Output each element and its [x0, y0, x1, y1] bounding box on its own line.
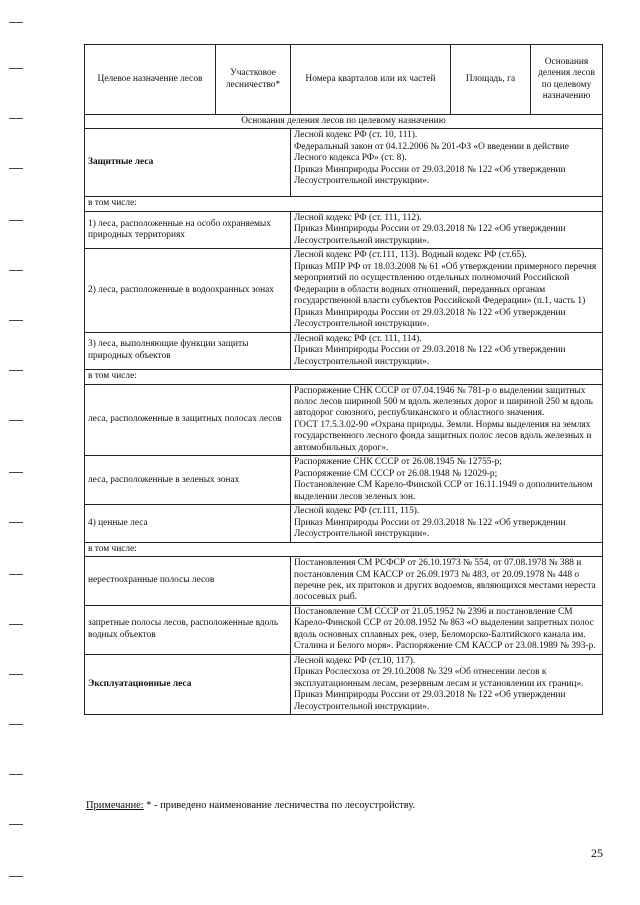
basis-line: Лесной кодекс РФ (ст. 111, 112).	[294, 212, 422, 223]
basis-line: Распоряжение СНК СССР от 26.08.1945 № 12755-р;	[294, 457, 502, 468]
margin-tick	[9, 270, 23, 271]
table-row	[85, 557, 603, 606]
margin-tick	[9, 370, 23, 371]
forest-purpose-table	[84, 44, 603, 715]
table-row	[85, 249, 603, 332]
margin-tick	[9, 624, 23, 625]
row-basis	[291, 557, 603, 606]
basis-line: Приказ Минприроды России от 29.03.2018 № 122 «Об утверждении Лесоустроительной инструкции».	[294, 224, 566, 246]
basis-line: Лесной кодекс РФ (ст.111, 115).	[294, 506, 420, 517]
margin-tick	[9, 68, 23, 69]
row-basis	[291, 129, 603, 197]
section-title: Основания деления лесов по целевому назначению	[85, 115, 603, 129]
margin-tick	[9, 674, 23, 675]
row-basis	[291, 332, 603, 369]
row-name: запретные полосы лесов, расположенные вдоль водных объектов	[85, 605, 291, 654]
margin-tick	[9, 168, 23, 169]
basis-line: Лесной кодекс РФ (ст.10, 117).	[294, 655, 416, 666]
basis-line: Приказ Минприроды России от 29.03.2018 № 122 «Об утверждении Лесоустроительной инструкции».	[294, 517, 566, 540]
row-name: 4) ценные леса	[85, 505, 291, 542]
basis-line: ГОСТ 17.5.3.02-90 «Охрана природы. Земли. Нормы выделения на землях государственного лесного фонда защитных полос лесов вдоль железных и автомобильных дорог».	[294, 419, 592, 453]
basis-line: Постановление СМ СССР от 21.05.1952 № 2396 и постановление СМ Карело-Финской ССР от 20.08.1952 № 863 «О выделении запретных полос вдоль основных сплавных рек, озер, Беломорско-Балтийского канала им. Сталина и Белого моря». Распоряжение СМ КАССР от 23.08.1989 № 393-р.	[294, 606, 596, 652]
footnote-text: * - приведено наименование лесничества по лесоустройству.	[143, 800, 416, 811]
margin-tick	[9, 22, 23, 23]
margin-tick	[9, 574, 23, 575]
table-row	[85, 505, 603, 542]
basis-line: Приказ МПР РФ от 18.03.2008 № 61 «Об утверждении примерного перечня мероприятий по осуществлению отдельных полномочий Российской Федерации в области водных отношений, переданных органам государственной власти субъектов Российской Федерации» (п.1, часть 1)	[294, 261, 597, 307]
table-header-row	[85, 45, 603, 115]
basis-line: Федеральный закон от 04.12.2006 № 201-ФЗ «О введении в действие Лесного кодекса РФ» (ст. 8).	[294, 141, 569, 164]
table-row	[85, 129, 603, 197]
basis-line: Приказ Минприроды России от 29.03.2018 № 122 «Об утверждении Лесоустроительной инструкции».	[294, 307, 566, 330]
table-row	[85, 654, 603, 714]
basis-line: Распоряжение СНК СССР от 07.04.1946 № 781-р о выделении защитных полос лесов шириной 500 м вдоль железных дорог и шириной 250 м вдоль автодорог союзного, республиканского и областного значения.	[294, 385, 593, 419]
including-label: в том числе:	[85, 370, 603, 384]
margin-tick	[9, 220, 23, 221]
basis-line: Лесной кодекс РФ (ст. 111, 114).	[294, 333, 422, 344]
header-area: Площадь, га	[451, 45, 531, 115]
row-name: 1) леса, расположенные на особо охраняемых природных территориях	[85, 211, 291, 248]
margin-tick	[9, 320, 23, 321]
header-district: Участковое лесничество*	[216, 45, 291, 115]
page-number: 25	[591, 846, 603, 860]
table-row	[85, 456, 603, 505]
header-basis: Основания деления лесов по целевому назначению	[531, 45, 603, 115]
including-label: в том числе:	[85, 197, 603, 211]
basis-line: Постановление СМ Карело-Финской ССР от 16.11.1949 о дополнительном выделении лесов зеленых зон.	[294, 480, 593, 502]
margin-tick	[9, 824, 23, 825]
margin-tick	[9, 724, 23, 725]
basis-line: Распоряжение СМ СССР от 26.08.1948 № 12029-р;	[294, 468, 498, 479]
row-basis	[291, 384, 603, 456]
basis-line: Лесной кодекс РФ (ст. 10, 111).	[294, 130, 418, 141]
row-basis	[291, 211, 603, 248]
section-title-row	[85, 115, 603, 129]
footnote-label: Примечание:	[86, 800, 144, 811]
including-label: в том числе:	[85, 542, 603, 556]
basis-line: Лесной кодекс РФ (ст.111, 113). Водный кодекс РФ (ст.65).	[294, 250, 527, 261]
margin-tick	[9, 472, 23, 473]
row-name: Эксплуатационные леса	[85, 654, 291, 714]
row-basis	[291, 654, 603, 714]
margin-tick	[9, 522, 23, 523]
table-row	[85, 384, 603, 456]
row-basis	[291, 605, 603, 654]
row-name: 2) леса, расположенные в водоохранных зонах	[85, 249, 291, 332]
row-name: Защитные леса	[85, 129, 291, 197]
basis-line: Приказ Минприроды России от 29.03.2018 № 122 «Об утверждении Лесоустроительной инструкции».	[294, 164, 566, 187]
row-basis	[291, 456, 603, 505]
basis-line: Постановления СМ РСФСР от 26.10.1973 № 554, от 07.08.1978 № 388 и постановления СМ КАССР от 26.09.1973 № 483, от 20.09.1978 № 448 о перечне рек, их притоков и других водоемов, являющихся местами нереста лососевых рыб.	[294, 558, 596, 603]
row-name: леса, расположенные в защитных полосах лесов	[85, 384, 291, 456]
row-basis	[291, 249, 603, 332]
table-row	[85, 332, 603, 369]
header-quarters: Номера кварталов или их частей	[291, 45, 451, 115]
margin-tick	[9, 420, 23, 421]
row-name: 3) леса, выполняющие функции защиты природных объектов	[85, 332, 291, 369]
basis-line: Приказ Минприроды России от 29.03.2018 № 122 «Об утверждении Лесоустроительной инструкции».	[294, 345, 566, 367]
table-row	[85, 211, 603, 248]
row-name: леса, расположенные в зеленых зонах	[85, 456, 291, 505]
row-basis	[291, 505, 603, 542]
margin-tick	[9, 774, 23, 775]
basis-line: Приказ Рослесхоза от 29.10.2008 № 329 «Об отнесении лесов к эксплуатационным лесам, резервным лесам и установлении их границ». Приказ Минприроды России от 29.03.2018 № 122 «Об утверждении Лесоустроительной инструкции».	[294, 667, 584, 712]
row-name: нерестоохранные полосы лесов	[85, 557, 291, 606]
subtitle-row	[85, 197, 603, 211]
table-row	[85, 605, 603, 654]
subtitle-row	[85, 370, 603, 384]
margin-tick	[9, 118, 23, 119]
subtitle-row	[85, 542, 603, 556]
margin-tick	[9, 876, 23, 877]
header-purpose: Целевое назначение лесов	[85, 45, 216, 115]
footnote	[86, 800, 415, 811]
